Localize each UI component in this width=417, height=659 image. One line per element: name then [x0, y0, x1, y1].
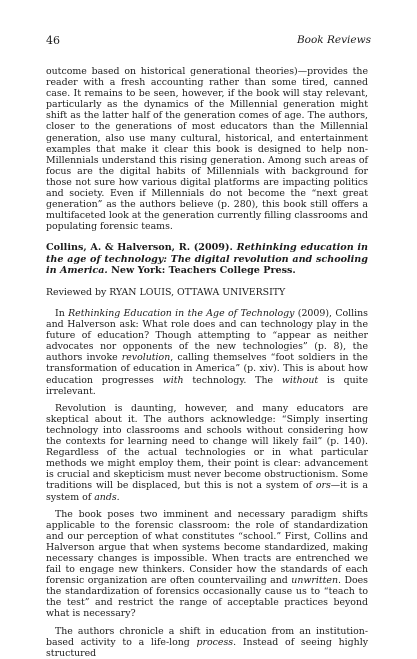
- page-number: 46: [46, 34, 60, 47]
- review-paragraph-1: In Rethinking Education in the Age of Technology (2009), Collins and Halverson ask: What role does and can technology play in the future of education? Though attempting to “appear as neither advocates nor opponents of the new technologies” (p. 8), the authors invoke revolution, calling themselves “foot soldiers in the transformation of education in America” (p. xiv). This is about how education progresses with technology. The without is quite irrelevant.: [46, 308, 368, 397]
- previous-review-ending-paragraph: outcome based on historical generational theories)—provides the reader with a fresh accounting rather than some tired, canned case. It remains to be seen, however, if the book will stay relevant, particularly as the dynamics of the Millennial generation might shift as the latter half of the generation comes of age. The authors, closer to the generations of most educators than the Millennial generation, also use many cultural, historical, and entertainment examples that make it clear this book is designed to help non-Millennials understand this rising generation. Among such areas of focus are the digital habits of Millennials with background for those not sure how various digital platforms are impacting politics and society. Even if Millennials do not become the “next great generation” as the authors believe (p. 280), this book still offers a multifaceted look at the generation currently filling classrooms and populating forensic teams.: [46, 66, 368, 233]
- running-head: Book Reviews: [296, 34, 371, 46]
- review-paragraph-4: The authors chronicle a shift in education from an institution-based activity to a life-long process. Instead of seeing highly structured: [46, 625, 368, 659]
- citation-title: Rethinking education in the age of technology: The digital revolution and schooling in America.: [46, 242, 368, 277]
- page-header: [46, 34, 371, 48]
- review-paragraph-2: Revolution is daunting, however, and many educators are skeptical about it. The authors acknowledge: “Simply inserting technology into classrooms and schools without considering how the contexts for learning need to change will likely fail” (p. 140). Regardless of the actual technologies or in what particular methods we might employ them, their point is clear: advancement is crucial and skepticism must never become obstructionism. Some traditions will be displaced, but this is not a system of ors—it is a system of ands.: [46, 402, 369, 503]
- review-paragraph-3: The book poses two imminent and necessary paradigm shifts applicable to the forensic classroom: the role of standardization and our perception of what constitutes “school.” First, Collins and Halverson argue that when systems become standardized, making necessary changes is impossible. When tracts are entrenched we fail to engage new thinkers. Consider how the standards of each forensic organization are often countervailing and unwritten. Does the standardization of forensics occasionally cause us to “teach to the test” and restrict the range of acceptable practices beyond what is necessary?: [46, 508, 368, 620]
- citation-authors: Collins, A. & Halverson, R. (2009).: [46, 242, 233, 254]
- book-citation: [46, 242, 368, 277]
- reviewer-line: Reviewed by RYAN LOUIS, OTTAWA UNIVERSITY: [46, 286, 286, 298]
- citation-publisher: New York: Teachers College Press.: [111, 265, 296, 277]
- page-body: [46, 66, 368, 659]
